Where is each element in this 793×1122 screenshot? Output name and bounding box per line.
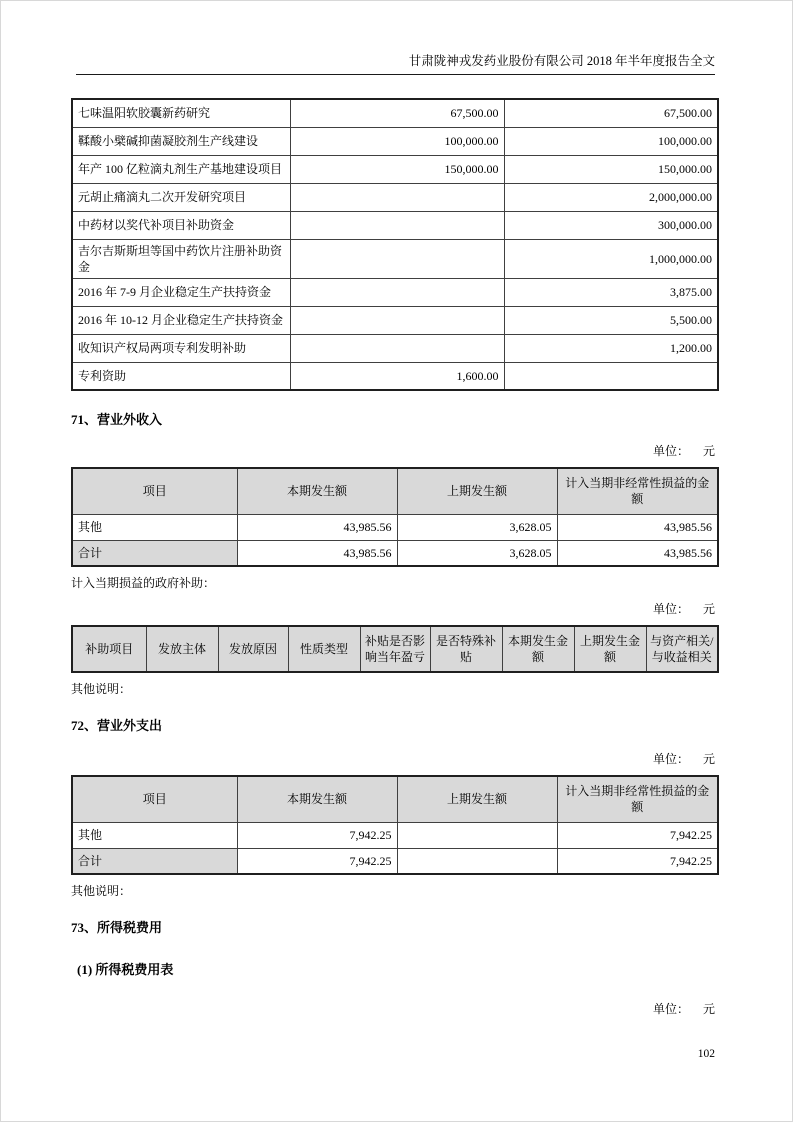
- government-subsidy-summary-table: [71, 625, 719, 673]
- unit-line: [71, 601, 715, 617]
- unit-value: 元: [702, 1002, 715, 1016]
- table-row: [72, 822, 718, 848]
- current-period-cell: 7,942.25: [237, 822, 397, 848]
- column-header: 本期发生额: [237, 776, 397, 822]
- table-total-row: [72, 540, 718, 566]
- page-number: 102: [697, 1048, 715, 1060]
- table-header-row: [72, 468, 718, 514]
- project-name-cell: 吉尔吉斯斯坦等国中药饮片注册补助资金: [72, 239, 290, 278]
- project-name-cell: 2016 年 10-12 月企业稳定生产扶持资金: [72, 306, 290, 334]
- current-amount-cell: 67,500.00: [290, 99, 504, 127]
- table-header-row: [72, 626, 718, 672]
- page-content: [71, 98, 715, 1017]
- unit-label: 单位：: [652, 444, 689, 458]
- subsidy-amount-cell: 100,000.00: [504, 127, 718, 155]
- nonrecurring-amount-cell: 43,985.56: [557, 540, 718, 566]
- project-name-cell: 专利资助: [72, 362, 290, 390]
- current-amount-cell: [290, 278, 504, 306]
- unit-value: 元: [702, 752, 715, 766]
- table-row: [72, 306, 718, 334]
- current-amount-cell: [290, 239, 504, 278]
- current-amount-cell: 150,000.00: [290, 155, 504, 183]
- non-operating-income-table: [71, 467, 719, 567]
- prior-period-cell: [397, 822, 557, 848]
- unit-label: 单位：: [652, 602, 689, 616]
- project-name-cell: 鞣酸小檗碱抑菌凝胶剂生产线建设: [72, 127, 290, 155]
- unit-value: 元: [702, 602, 715, 616]
- subsidy-amount-cell: 300,000.00: [504, 211, 718, 239]
- unit-label: 单位：: [652, 1002, 689, 1016]
- unit-line: [71, 443, 715, 459]
- prior-period-cell: 3,628.05: [397, 514, 557, 540]
- government-subsidy-detail-table: [71, 98, 719, 391]
- table-row: [72, 239, 718, 278]
- report-header: [76, 1, 715, 75]
- item-cell: 其他: [72, 514, 237, 540]
- unit-value: 元: [702, 444, 715, 458]
- column-header: 补助项目: [72, 626, 146, 672]
- column-header: 上期发生额: [397, 776, 557, 822]
- unit-line: [71, 1001, 715, 1017]
- current-amount-cell: 100,000.00: [290, 127, 504, 155]
- subsidy-amount-cell: 1,200.00: [504, 334, 718, 362]
- table-header-row: [72, 776, 718, 822]
- section-71-heading: 71、营业外收入: [71, 412, 163, 427]
- column-header: 项目: [72, 776, 237, 822]
- table-row: [72, 183, 718, 211]
- current-amount-cell: [290, 183, 504, 211]
- prior-period-cell: [397, 848, 557, 874]
- project-name-cell: 中药材以奖代补项目补助资金: [72, 211, 290, 239]
- current-amount-cell: [290, 211, 504, 239]
- column-header: 发放主体: [146, 626, 218, 672]
- column-header: 计入当期非经常性损益的金额: [557, 776, 718, 822]
- subsidy-amount-cell: 67,500.00: [504, 99, 718, 127]
- section-73-heading: 73、所得税费用: [71, 920, 163, 935]
- column-header: 补贴是否影响当年盈亏: [360, 626, 430, 672]
- project-name-cell: 元胡止痛滴丸二次开发研究项目: [72, 183, 290, 211]
- nonrecurring-amount-cell: 7,942.25: [557, 848, 718, 874]
- table-row: [72, 155, 718, 183]
- table-row: [72, 278, 718, 306]
- column-header: 上期发生额: [397, 468, 557, 514]
- current-period-cell: 7,942.25: [237, 848, 397, 874]
- column-header: 与资产相关/与收益相关: [646, 626, 718, 672]
- unit-label: 单位：: [652, 752, 689, 766]
- column-header: 上期发生金额: [574, 626, 646, 672]
- table-row: [72, 514, 718, 540]
- column-header: 本期发生金额: [502, 626, 574, 672]
- subsidy-amount-cell: 150,000.00: [504, 155, 718, 183]
- section-72-heading: 72、营业外支出: [71, 718, 163, 733]
- subsidy-amount-cell: 1,000,000.00: [504, 239, 718, 278]
- nonrecurring-amount-cell: 7,942.25: [557, 822, 718, 848]
- item-cell: 合计: [72, 540, 237, 566]
- subsidy-amount-cell: [504, 362, 718, 390]
- current-period-cell: 43,985.56: [237, 514, 397, 540]
- report-header-title: 甘肃陇神戎发药业股份有限公司 2018 年半年度报告全文: [408, 54, 715, 68]
- column-header: 性质类型: [288, 626, 360, 672]
- item-cell: 其他: [72, 822, 237, 848]
- current-amount-cell: [290, 306, 504, 334]
- column-header: 项目: [72, 468, 237, 514]
- table-row: [72, 211, 718, 239]
- table-total-row: [72, 848, 718, 874]
- current-period-cell: 43,985.56: [237, 540, 397, 566]
- subsidy-note: 计入当期损益的政府补助：: [71, 576, 216, 590]
- unit-line: [71, 751, 715, 767]
- project-name-cell: 七味温阳软胶囊新药研究: [72, 99, 290, 127]
- nonrecurring-amount-cell: 43,985.56: [557, 514, 718, 540]
- item-cell: 合计: [72, 848, 237, 874]
- table-row: [72, 99, 718, 127]
- other-notes-label: 其他说明：: [71, 884, 132, 898]
- other-notes-label: 其他说明：: [71, 682, 132, 696]
- project-name-cell: 收知识产权局两项专利发明补助: [72, 334, 290, 362]
- column-header: 是否特殊补贴: [430, 626, 502, 672]
- column-header: 本期发生额: [237, 468, 397, 514]
- current-amount-cell: [290, 334, 504, 362]
- project-name-cell: 2016 年 7-9 月企业稳定生产扶持资金: [72, 278, 290, 306]
- subsidy-amount-cell: 2,000,000.00: [504, 183, 718, 211]
- prior-period-cell: 3,628.05: [397, 540, 557, 566]
- subsidy-amount-cell: 3,875.00: [504, 278, 718, 306]
- column-header: 发放原因: [218, 626, 288, 672]
- current-amount-cell: 1,600.00: [290, 362, 504, 390]
- project-name-cell: 年产 100 亿粒滴丸剂生产基地建设项目: [72, 155, 290, 183]
- subsidy-amount-cell: 5,500.00: [504, 306, 718, 334]
- section-73-subheading: (1) 所得税费用表: [77, 962, 174, 977]
- non-operating-expense-table: [71, 775, 719, 875]
- table-row: [72, 334, 718, 362]
- table-row: [72, 127, 718, 155]
- column-header: 计入当期非经常性损益的金额: [557, 468, 718, 514]
- table-row: [72, 362, 718, 390]
